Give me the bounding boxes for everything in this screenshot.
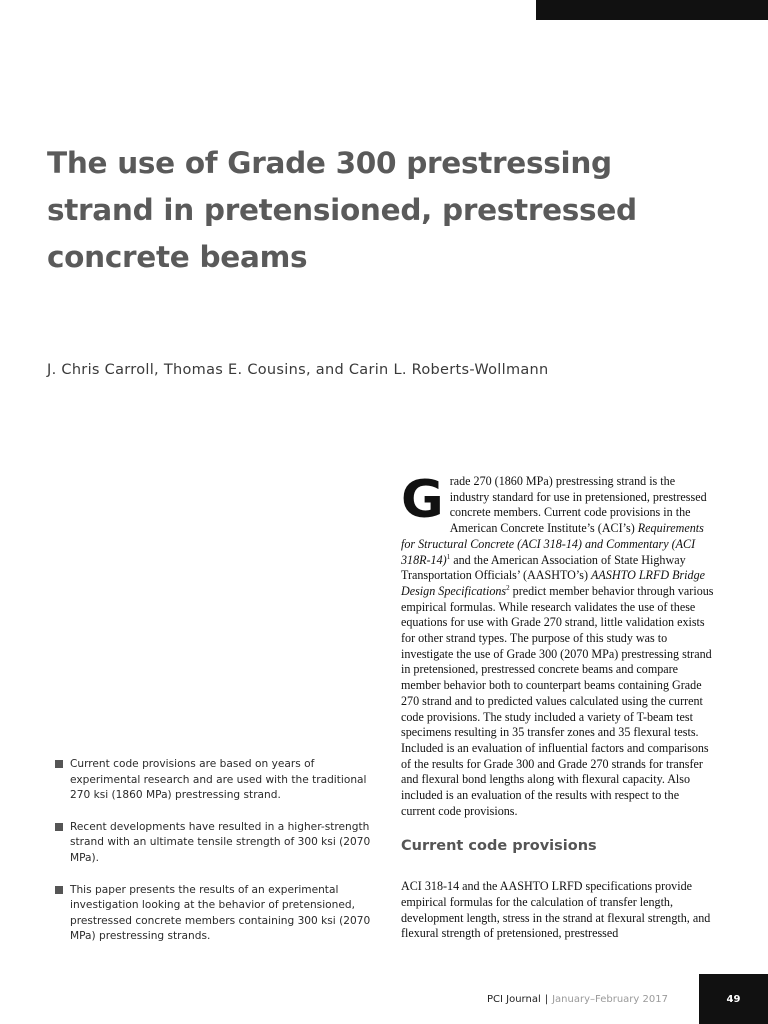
body-text-column [401,470,715,942]
journal-issue: January–February 2017 [552,994,668,1005]
page-number: 49 [726,993,741,1005]
square-bullet-icon [55,823,63,831]
top-black-bar [536,0,768,20]
footer-separator: | [544,994,549,1005]
section-paragraph: ACI 318-14 and the AASHTO LRFD specifications provide empirical formulas for the calculation of transfer length, development length, stress in the strand at flexural strength, and flexural strength of pretensioned, prestressed [401,879,711,941]
highlights-list [55,757,373,961]
article-title: The use of Grade 300 prestressing strand in pretensioned, prestressed concrete beams [47,146,637,274]
highlight-item [55,757,373,804]
reference-1: 1 [446,552,451,561]
highlight-item [55,883,373,945]
highlight-item [55,820,373,867]
highlight-text: Recent developments have resulted in a higher-strength strand with an ultimate tensile strength of 300 ksi (2070 MPa). [70,820,371,864]
journal-name: PCI Journal [487,994,541,1005]
square-bullet-icon [55,886,63,894]
article-authors: J. Chris Carroll, Thomas E. Cousins, and Carin L. Roberts-Wollmann [47,362,549,378]
intro-text-b: and the American Association of State Highway Transportation Officials’ (AASHTO’s) [401,552,686,583]
square-bullet-icon [55,760,63,768]
reference-2: 2 [506,583,510,592]
aashto-reference-title: AASHTO LRFD Bridge Design Specifications [401,568,706,598]
intro-text-c: predict member behavior through various empirical formulas. While research validates the use of these equations for use with Grade 270 strand, little validation exists for other strand types. The purpose of this study was to investigate the use of Grade 300 (2070 MPa) prestressing strand in pretensioned, prestressed concrete beams and compare member behavior both to counterpart beams containing Grade 270 strand and to predicted values calculated using the current code provisions. The study included a variety of T-beam test specimens resulting in 35 transfer zones and 35 flexural tests. Included is an evaluation of influential factors and comparisons of the results for Grade 300 and Grade 270 strands for transfer and flexural bond lengths along with flexural capacity. Also included is an evaluation of the results with respect to the current code provisions. [401,583,714,818]
page-footer [487,994,668,1005]
intro-text-a: rade 270 (1860 MPa) prestressing strand is the industry standard for use in pretensioned, prestressed concrete members. Current code provisions in the American Concrete Institute’s (ACI’s) [449,474,707,536]
section-heading: Current code provisions [401,838,597,855]
drop-cap: G [401,470,444,530]
page-number-box [699,974,768,1024]
intro-paragraph [401,470,715,819]
highlight-text: Current code provisions are based on years of experimental research and are used with the traditional 270 ksi (1860 MPa) prestressing strand. [70,758,367,802]
highlight-text: This paper presents the results of an experimental investigation looking at the behavior of pretensioned, prestressed concrete members containing 300 ksi (2070 MPa) prestressing strands. [70,883,371,943]
aci-reference-title: Requirements for Structural Concrete (ACI 318-14) and Commentary (ACI 318R-14) [401,521,704,567]
